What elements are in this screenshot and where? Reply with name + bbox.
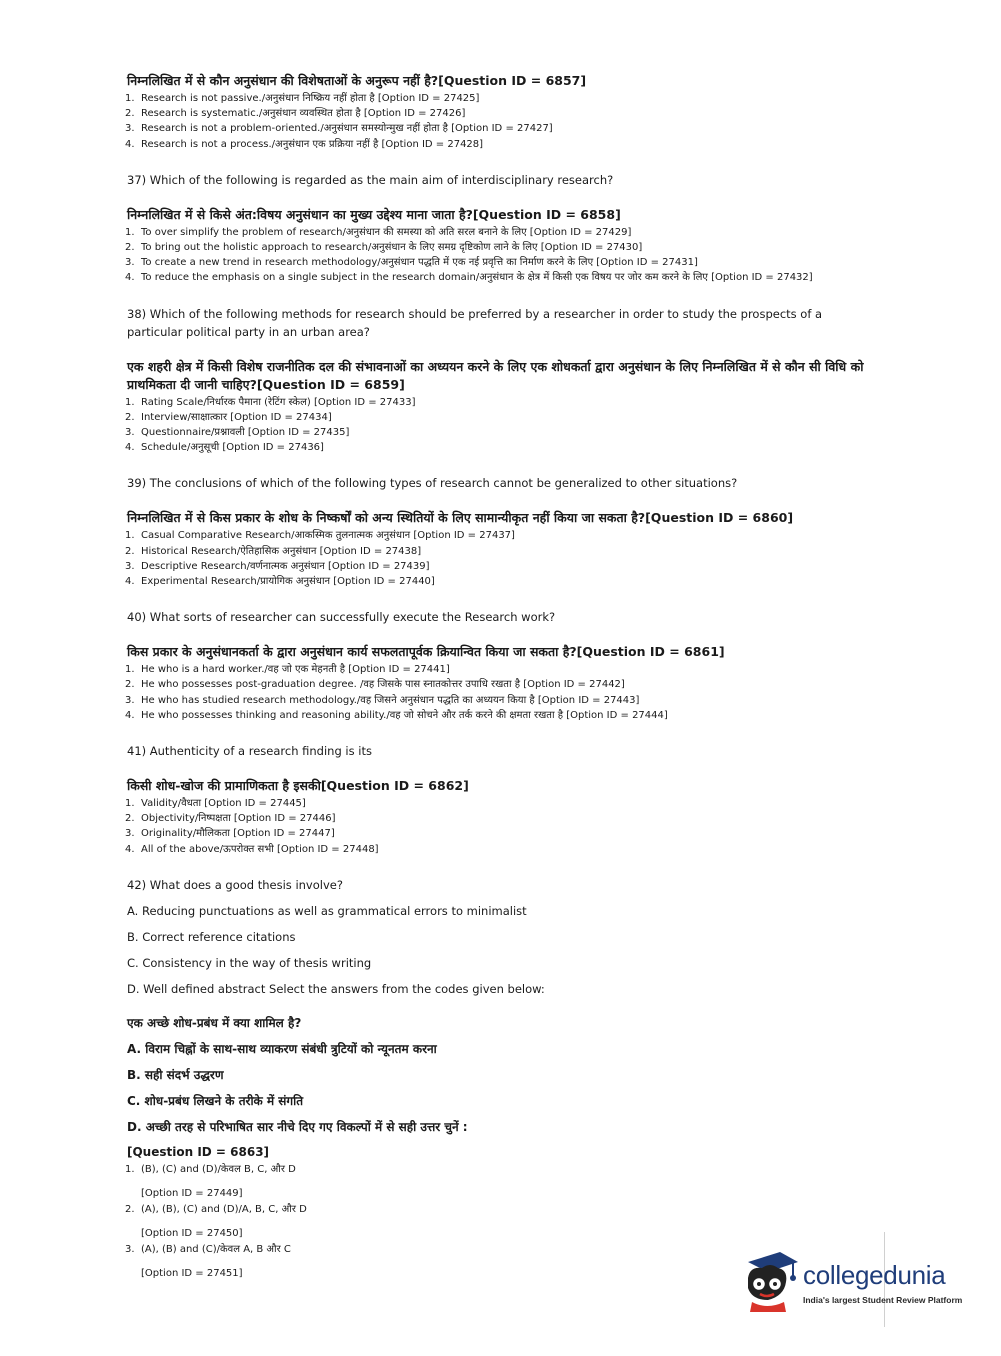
option-item: 3. To create a new trend in research methodology/अनुसंधान पद्धति में एक नई प्रवृत्ति का निर्माण करने के लिए [Option ID = 27431] <box>125 257 698 269</box>
statement-b-english: B. Correct reference citations <box>127 929 296 944</box>
question-39-block <box>127 474 877 589</box>
question-paper-page <box>127 72 877 1300</box>
question-37-hindi: निम्नलिखित में से किसे अंत:विषय अनुसंधान का मुख्य उद्देश्य माना जाता है?[Question ID = 6858] <box>127 206 621 222</box>
statement-d-hindi: D. अच्छी तरह से परिभाषित सार नीचे दिए गए विकल्पों में से सही उत्तर चुनें : <box>127 1119 468 1134</box>
statement-a-english: A. Reducing punctuations as well as grammatical errors to minimalist <box>127 903 527 918</box>
option-item: 2. To bring out the holistic approach to research/अनुसंधान के लिए समग्र दृष्टिकोण लाने के लिए [Option ID = 27430] <box>125 242 643 254</box>
question-38-block <box>127 305 877 456</box>
question-38-english: 38) Which of the following methods for research should be preferred by a researcher in order to study the prospects of a particular political party in an urban area? <box>127 306 823 339</box>
option-item: 1. Casual Comparative Research/आकस्मिक तुलनात्मक अनुसंधान [Option ID = 27437] <box>125 530 515 542</box>
question-42-id: [Question ID = 6863] <box>127 1144 270 1159</box>
option-item: 2. Interview/साक्षात्कार [Option ID = 27434] <box>125 411 332 423</box>
question-41-options <box>127 796 877 857</box>
question-41-english: 41) Authenticity of a research finding is its <box>127 744 372 759</box>
question-40-english: 40) What sorts of researcher can successfully execute the Research work? <box>127 610 556 625</box>
statement-b-hindi: B. सही संदर्भ उद्धरण <box>127 1067 224 1082</box>
question-41-block <box>127 742 877 857</box>
question-37-english: 37) Which of the following is regarded as the main aim of interdisciplinary research? <box>127 172 614 187</box>
collegedunia-logo[interactable] <box>740 1248 980 1318</box>
option-item: 2. Research is systematic./अनुसंधान व्यवस्थित होता है [Option ID = 27426] <box>125 108 466 120</box>
question-40-options <box>127 662 877 723</box>
question-38-hindi: एक शहरी क्षेत्र में किसी विशेष राजनीतिक दल की संभावनाओं का अध्ययन करने के लिए एक शोधकर्ता द्वारा अनुसंधान के लिए निम्नलिखित में से कौन सी विधि को प्राथमिकता दी जानी चाहिए?[Question ID = 6859] <box>127 358 864 392</box>
option-item: 3. Descriptive Research/वर्णनात्मक अनुसंधान [Option ID = 27439] <box>125 560 430 572</box>
option-item: 3. Questionnaire/प्रश्नावली [Option ID = 27435] <box>125 427 350 439</box>
question-41-hindi: किसी शोध-खोज की प्रामाणिकता है इसकी[Question ID = 6862] <box>127 778 469 794</box>
option-item: 1. To over simplify the problem of research/अनुसंधान की समस्या को अति सरल बनाने के लिए [Option ID = 27429] <box>125 226 632 238</box>
option-item: 4. He who possesses thinking and reasoning ability./वह जो सोचने और तर्क करने की क्षमता रखता है [Option ID = 27444] <box>125 709 668 721</box>
question-36-block <box>127 72 877 152</box>
option-item: 4. Experimental Research/प्रायोगिक अनुसंधान [Option ID = 27440] <box>125 576 435 588</box>
option-item: 4. To reduce the emphasis on a single subject in the research domain/अनुसंधान के क्षेत्र में किसी एक विषय पर जोर कम करने के लिए [Option ID = 27432] <box>125 272 813 284</box>
question-36-options <box>127 91 877 152</box>
question-40-hindi: किस प्रकार के अनुसंधानकर्ता के द्वारा अनुसंधान कार्य सफलतापूर्वक क्रियान्वित किया जा सकता है?[Question ID = 6861] <box>127 644 725 660</box>
option-item: 4. All of the above/ऊपरोक्त सभी [Option ID = 27448] <box>125 843 379 855</box>
question-42-english: 42) What does a good thesis involve? <box>127 877 343 892</box>
question-40-block <box>127 608 877 723</box>
statement-d-english: D. Well defined abstract Select the answers from the codes given below: <box>127 981 545 996</box>
option-item: 1. He who is a hard worker./वह जो एक मेहनती है [Option ID = 27441] <box>125 664 450 676</box>
question-37-options <box>127 225 877 286</box>
option-item: 1. (B), (C) and (D)/केवल B, C, और D [Option ID = 27449] <box>125 1163 296 1199</box>
question-39-english: 39) The conclusions of which of the following types of research cannot be generalized to other situations? <box>127 476 738 491</box>
option-item: 4. Schedule/अनुसूची [Option ID = 27436] <box>125 442 324 454</box>
question-42-hindi: एक अच्छे शोध-प्रबंध में क्या शामिल है? <box>127 1015 302 1030</box>
question-39-options <box>127 528 877 589</box>
option-item: 3. (A), (B) and (C)/केवल A, B और C [Option ID = 27451] <box>125 1243 291 1279</box>
brand-tagline: India's largest Student Review Platform <box>803 1295 963 1305</box>
question-36-hindi: निम्नलिखित में से कौन अनुसंधान की विशेषताओं के अनुरूप नहीं है?[Question ID = 6857] <box>127 73 587 88</box>
brand-name: collegedunia <box>803 1260 946 1290</box>
statement-c-english: C. Consistency in the way of thesis writing <box>127 955 372 970</box>
option-item: 2. He who possesses post-graduation degree. /वह जिसके पास स्नातकोत्तर उपाधि रखता है [Option ID = 27442] <box>125 679 625 691</box>
statement-a-hindi: A. विराम चिह्नों के साथ-साथ व्याकरण संबंधी त्रुटियों को न्यूनतम करना <box>127 1041 437 1056</box>
option-item: 1. Validity/वैधता [Option ID = 27445] <box>125 798 306 810</box>
question-42-block <box>127 876 877 1281</box>
statement-c-hindi: C. शोध-प्रबंध लिखने के तरीके में संगति <box>127 1093 304 1108</box>
question-37-block <box>127 171 877 286</box>
option-item: 2. Historical Research/ऐतिहासिक अनुसंधान [Option ID = 27438] <box>125 545 422 557</box>
question-38-options <box>127 395 877 456</box>
student-mascot-icon <box>740 1248 802 1314</box>
option-item: 1. Research is not passive./अनुसंधान निष्क्रिय नहीं होता है [Option ID = 27425] <box>125 93 480 104</box>
option-item: 1. Rating Scale/निर्धारक पैमाना (रेटिंग स्केल) [Option ID = 27433] <box>125 396 416 408</box>
question-39-hindi: निम्नलिखित में से किस प्रकार के शोध के निष्कर्षों को अन्य स्थितियों के लिए सामान्यीकृत नहीं किया जा सकता है?[Question ID = 6860] <box>127 510 794 526</box>
option-item: 2. Objectivity/निष्पक्षता [Option ID = 27446] <box>125 813 336 825</box>
option-item: 3. Research is not a problem-oriented./अनुसंधान समस्योन्मुख नहीं होता है [Option ID = 27427] <box>125 123 553 135</box>
option-item: 4. Research is not a process./अनुसंधान एक प्रक्रिया नहीं है [Option ID = 27428] <box>125 138 484 150</box>
option-item: 2. (A), (B), (C) and (D)/A, B, C, और D [Option ID = 27450] <box>125 1203 307 1239</box>
option-item: 3. He who has studied research methodology./वह जिसने अनुसंधान पद्धति का अध्ययन किया है [Option ID = 27443] <box>125 694 640 706</box>
option-item: 3. Originality/मौलिकता [Option ID = 27447] <box>125 828 335 840</box>
